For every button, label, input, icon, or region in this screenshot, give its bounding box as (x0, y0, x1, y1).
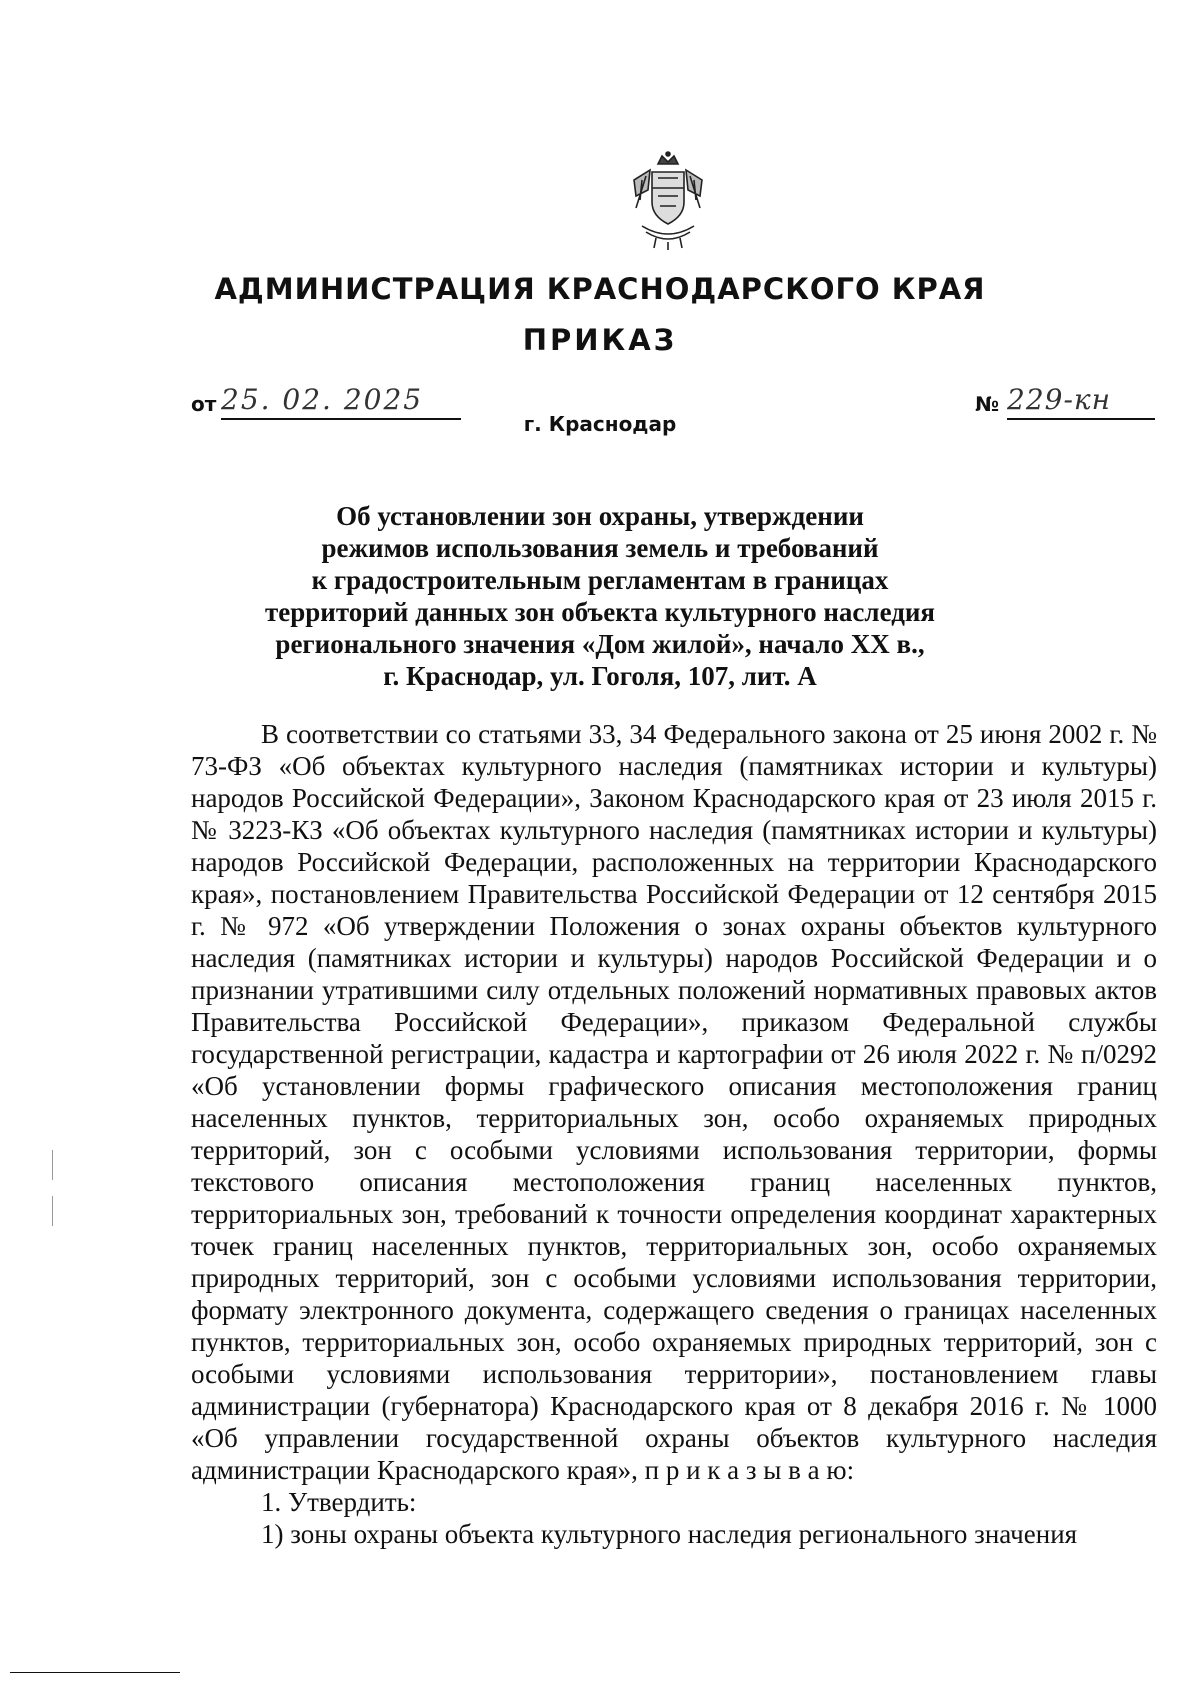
document-kind: ПРИКАЗ (522, 323, 678, 357)
number-prefix: № (975, 392, 1000, 416)
title-line: к градостроительным регламентам в границах (311, 565, 889, 595)
date-prefix: от (191, 392, 217, 416)
organization-name: АДМИНИСТРАЦИЯ КРАСНОДАРСКОГО КРАЯ (214, 272, 986, 306)
margin-mark (52, 1150, 53, 1180)
item-1: 1. Утвердить: (261, 1487, 417, 1517)
handwritten-number: 229-кн (1007, 382, 1155, 420)
title-line: территорий данных зон объекта культурного наследия (264, 597, 936, 627)
footer-rule (10, 1672, 180, 1673)
title-line: Об установлении зон охраны, утверждении (336, 501, 864, 531)
document-body (191, 718, 1157, 1550)
title-line: регионального значения «Дом жилой», начало XX в., (275, 629, 925, 659)
document-title (250, 500, 950, 692)
title-line: режимов использования земель и требований (321, 533, 879, 563)
krasnodar-krai-coat-of-arms-icon (628, 150, 708, 250)
city: г. Краснодар (523, 412, 677, 436)
margin-mark (52, 1196, 53, 1226)
item-1-1: 1) зоны охраны объекта культурного наследия регионального значения (261, 1519, 1078, 1549)
preamble-paragraph: В соответствии со статьями 33, 34 Федерального закона от 25 июня 2002 г. № 73-ФЗ «Об объектах культурного наследия (памятниках истории и культуры) народов Российской Федерации», Законом Краснодарского края от 23 июля 2015 г. № 3223-КЗ «Об объектах культурного наследия (памятниках истории и культуры) народов Российской Федерации, расположенных на территории Краснодарского края», постановлением Правительства Российской Федерации от 12 сентября 2015 г. № 972 «Об утверждении Положения о зонах охраны объектов культурного наследия (памятниках истории и культуры) народов Российской Федерации и о признании утратившими силу отдельных положений нормативных правовых актов Правительства Российской Федерации», приказом Федеральной службы государственной регистрации, кадастра и картографии от 26 июля 2022 г. № п/0292 «Об установлении формы графического описания местоположения границ населенных пунктов, территориальных зон, особо охраняемых природных территорий, зон с особыми условиями использования территории, формы текстового описания местоположения границ населенных пунктов, территориальных зон, требований к точности определения координат характерных точек границ населенных пунктов, территориальных зон, особо охраняемых природных территорий, зон с особыми условиями использования территории, формату электронного документа, содержащего сведения о границах населенных пунктов, территориальных зон, особо охраняемых природных территорий, зон с особыми условиями использования территории», постановлением главы администрации (губернатора) Краснодарского края от 8 декабря 2016 г. № 1000 «Об управлении государственной охраны объектов культурного наследия администрации Краснодарского края», п р и к а з ы в а ю: (191, 719, 1157, 1485)
handwritten-date: 25. 02. 2025 (221, 382, 461, 420)
title-line: г. Краснодар, ул. Гоголя, 107, лит. А (383, 661, 817, 691)
